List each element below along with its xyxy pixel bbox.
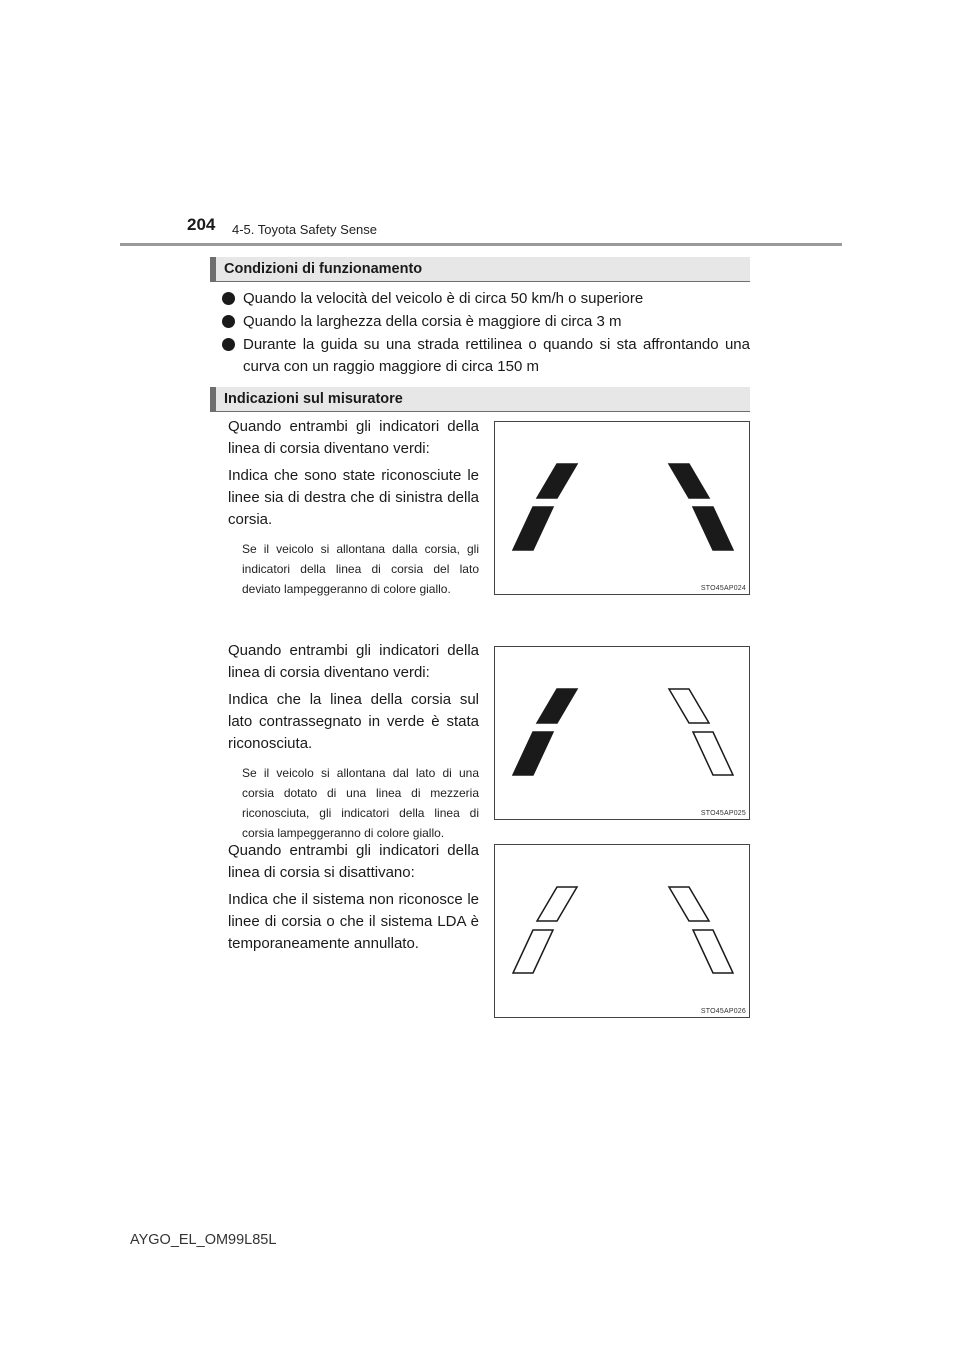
bullet-icon: [222, 338, 235, 351]
page-number: 204: [187, 215, 216, 234]
list-item: [222, 311, 750, 333]
bullet-icon: [222, 315, 235, 328]
indication-text: Indica che il sistema non riconosce le linee di corsia o che il sistema LDA è temporaneamente annullato.: [228, 891, 479, 952]
right-lane-indicator-icon: [693, 930, 733, 973]
lane-lines-illustration: [495, 422, 751, 596]
left-lane-indicator-icon: [513, 930, 553, 973]
heading-operating-conditions-label: Condizioni di funzionamento: [224, 261, 423, 277]
left-lane-indicator-icon: [513, 732, 553, 775]
left-lane-indicator-icon: [537, 464, 577, 498]
figure-code: STO45AP025: [700, 810, 746, 817]
figure-code: STO45AP026: [700, 1008, 746, 1015]
indication-note: Se il veicolo si allontana dal lato di una corsia dotato di una linea di mezzeria riconosciuta, gli indicatori della linea di corsia lampeggeranno di colore giallo.: [242, 766, 479, 840]
indication-text: Indica che la linea della corsia sul lato contrassegnato in verde è stata riconosciuta.: [228, 691, 479, 752]
indication-title: Quando entrambi gli indicatori della linea di corsia diventano verdi:: [228, 418, 479, 457]
lane-indicator-figure-2: [494, 646, 750, 820]
lane-lines-illustration: [495, 647, 751, 821]
right-lane-indicator-icon: [669, 464, 709, 498]
left-lane-indicator-icon: [537, 689, 577, 723]
right-lane-indicator-icon: [669, 887, 709, 921]
indication-title: Quando entrambi gli indicatori della linea di corsia si disattivano:: [228, 842, 479, 881]
indication-block-1: [228, 416, 479, 599]
section-title: 4-5. Toyota Safety Sense: [232, 222, 378, 237]
heading-meter-indications-label: Indicazioni sul misuratore: [224, 391, 403, 407]
right-lane-indicator-icon: [669, 689, 709, 723]
bullet-icon: [222, 292, 235, 305]
indication-title: Quando entrambi gli indicatori della linea di corsia diventano verdi:: [228, 642, 479, 681]
list-item: [222, 334, 750, 378]
left-lane-indicator-icon: [513, 507, 553, 550]
indication-text: Indica che sono state riconosciute le linee sia di destra che di sinistra della corsia.: [228, 467, 479, 528]
lane-lines-illustration: [495, 845, 751, 1019]
list-item-text: Durante la guida su una strada rettilinea o quando si sta affrontando una curva con un raggio maggiore di circa 150 m: [243, 336, 750, 375]
left-lane-indicator-icon: [537, 887, 577, 921]
heading-meter-indications: [210, 387, 750, 412]
indication-block-2: [228, 640, 479, 843]
list-item: [222, 288, 750, 310]
operating-conditions-list: [222, 288, 750, 379]
right-lane-indicator-icon: [693, 507, 733, 550]
lane-indicator-figure-3: [494, 844, 750, 1018]
heading-operating-conditions: [210, 257, 750, 282]
manual-code: AYGO_EL_OM99L85L: [130, 1232, 277, 1248]
list-item-text: Quando la velocità del veicolo è di circa 50 km/h o superiore: [243, 290, 644, 307]
indication-note: Se il veicolo si allontana dalla corsia, gli indicatori della linea di corsia del lato deviato lampeggeranno di colore giallo.: [242, 542, 479, 596]
header-divider: [120, 243, 842, 246]
figure-code: STO45AP024: [700, 585, 746, 592]
lane-indicator-figure-1: [494, 421, 750, 595]
indication-block-3: [228, 840, 479, 955]
list-item-text: Quando la larghezza della corsia è maggiore di circa 3 m: [243, 313, 622, 330]
right-lane-indicator-icon: [693, 732, 733, 775]
